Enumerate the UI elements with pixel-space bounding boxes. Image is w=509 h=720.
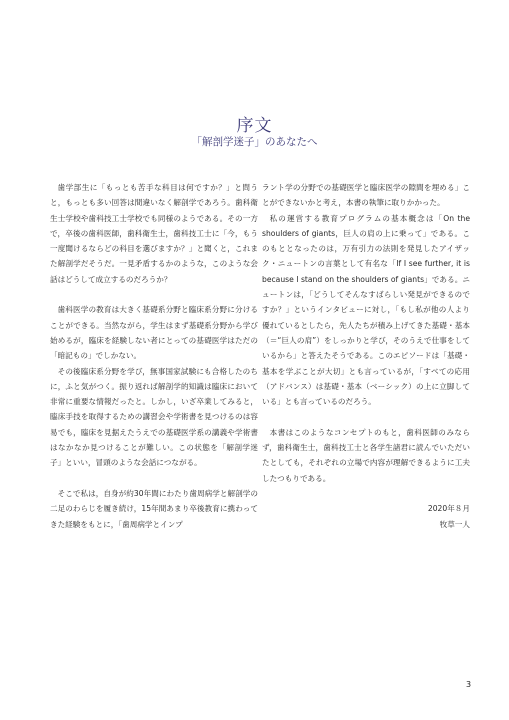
page-subtitle: 「解剖学迷子」のあなたへ bbox=[191, 136, 318, 148]
paragraph: 本書はこのようなコンセプトのもと，歯科医師のみならず，歯科衛生士，歯科技工士と各学生諸君に読んでいただいたとしても，それぞれの立場で内容が理解できるように工夫したつもりである。 bbox=[262, 427, 470, 483]
page-title: 序文 bbox=[236, 116, 273, 136]
right-column bbox=[262, 180, 470, 532]
date: 2020年８月 bbox=[427, 504, 470, 514]
paragraph: 私の運営する教育プログラムの基本概念は「On the shoulders of giants，巨人の肩の上に乗って」である。このもととなったのは，万有引力の法則を発見したアイザック・ニュートンの言葉として有名な「If I see further, it is because I stand on the shoulders of giants」である。ニュートンは，「どうしてそんなすばらしい発見ができるのですか？」というインタビューに対し，「もし私が他の人より優れているとしたら，先人たちが積み上げてきた基礎・基本（＝“巨人の肩”）をしっかりと学び，そのうえで仕事をしているから」と答えたそうである。このエピソードは「基礎・基本を学ぶことが大切」とも言っているが，「すべての応用（アドバンス）は基礎・基本（ベーシック）の上に立脚している」とも言っているのだろう。 bbox=[262, 213, 470, 407]
paragraph: 歯科医学の教育は大きく基礎系分野と臨床系分野に分けることができる。当然ながら，学生はまず基礎系分野から学び始めるが，臨床を経験しない者にとっての基礎医学はただの「暗記もの」でしかない。 bbox=[50, 305, 258, 361]
paragraph: そこで私は，自身が約30年間にわたり歯周病学と解剖学の二足のわらじを履き続け，15年間あまり卒後教育に携わってきた経験をもとに，「歯周病学とインプ bbox=[50, 488, 258, 529]
page-number: 3 bbox=[466, 680, 472, 689]
left-column bbox=[50, 180, 258, 532]
paragraph: その後臨床系分野を学び，無事国家試験にも合格したのちに，ふと気がつく。振り返れば解剖学的知識は臨床において非常に重要な情報だったと。しかし，いざ卒業してみると，臨床手技を取得するための講習会や学術書を見つけるのは容易でも，臨床を見据えたうえでの基礎医学系の講義や学術書はなかなか見つけることが難しい。この状態を「解剖学迷子」といい，冒頭のような会話につながる。 bbox=[50, 366, 258, 468]
author-name: 牧草一人 bbox=[439, 519, 470, 529]
paragraph: ラント学の分野での基礎医学と臨床医学の隙間を埋める」ことができないかと考え，本書の執筆に取りかかった。 bbox=[262, 183, 470, 208]
paragraph: 歯学部生に「もっとも苦手な科目は何ですか？」と問うと，もっとも多い回答は間違いなく解剖学であろう。歯科衛生士学校や歯科技工士学校でも同様のようである。その一方で，卒後の歯科医師，歯科衛生士，歯科技工士に「今，もう一度聞けるならどの科目を選びますか？」と聞くと，これまた解剖学だそうだ。一見矛盾するかのような，このような会話はどうして成立するのだろうか？ bbox=[50, 183, 258, 284]
